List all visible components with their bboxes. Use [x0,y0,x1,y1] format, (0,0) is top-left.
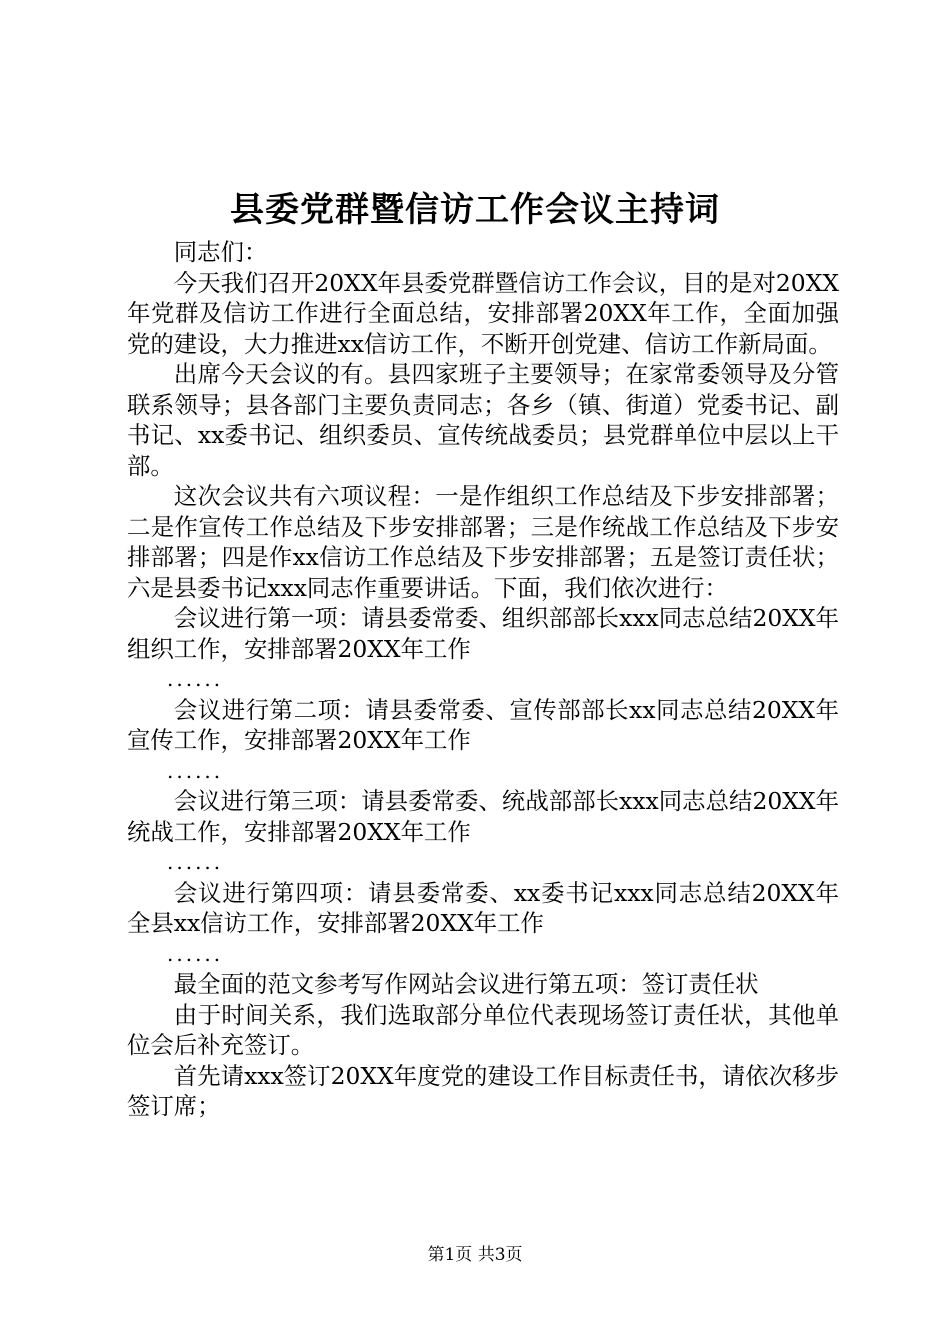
ellipsis-line: ...... [167,667,224,691]
document-title: 县委党群暨信访工作会议主持词 [230,190,720,230]
agenda-item-paragraph: 会议进行第一项：请县委常委、组织部部长xxx同志总结20XX年组织工作，安排部署20XX年工作 [127,604,839,663]
ellipsis-line: ...... [167,941,224,966]
ellipsis-line: ...... [167,850,224,874]
body-paragraph: 今天我们召开20XX年县委党群暨信访工作会议，目的是对20XX年党群及信访工作进行全面总结，安排部署20XX年工作，全面加强党的建设，大力推进xx信访工作，不断开创党建、信访工作新局面。 [127,268,839,358]
body-paragraph: 由于时间关系，我们选取部分单位代表现场签订责任状，其他单位会后补充签订。 [127,1000,839,1059]
body-paragraph: 首先请xxx签订20XX年度党的建设工作目标责任书，请依次移步签订席； [127,1061,839,1120]
ellipsis-line: ...... [167,758,224,783]
agenda-item-paragraph: 会议进行第三项：请县委常委、统战部部长xxx同志总结20XX年统战工作，安排部署20XX年工作 [127,787,839,846]
body-paragraph: 出席今天会议的有。县四家班子主要领导；在家常委领导及分管联系领导；县各部门主要负责同志；各乡（镇、街道）党委书记、副书记、xx委书记、组织委员、宣传统战委员；县党群单位中层以上干部。 [127,360,839,480]
agenda-item-paragraph: 会议进行第四项：请县委常委、xx委书记xxx同志总结20XX年全县xx信访工作，安排部署20XX年工作 [127,878,839,937]
document-body [127,237,839,1122]
page-number-footer: 第1页 共3页 [427,1245,523,1265]
agenda-item-paragraph: 最全面的范文参考写作网站会议进行第五项：签订责任状 [173,970,759,998]
body-paragraph: 这次会议共有六项议程：一是作组织工作总结及下步安排部署；二是作宣传工作总结及下步安排部署；三是作统战工作总结及下步安排部署；四是作xx信访工作总结及下步安排部署；五是签订责任状；六是县委书记xxx同志作重要讲话。下面，我们依次进行： [127,482,839,602]
agenda-item-paragraph: 会议进行第二项：请县委常委、宣传部部长xx同志总结20XX年宣传工作，安排部署20XX年工作 [127,695,839,754]
greeting-paragraph: 同志们： [173,238,268,266]
